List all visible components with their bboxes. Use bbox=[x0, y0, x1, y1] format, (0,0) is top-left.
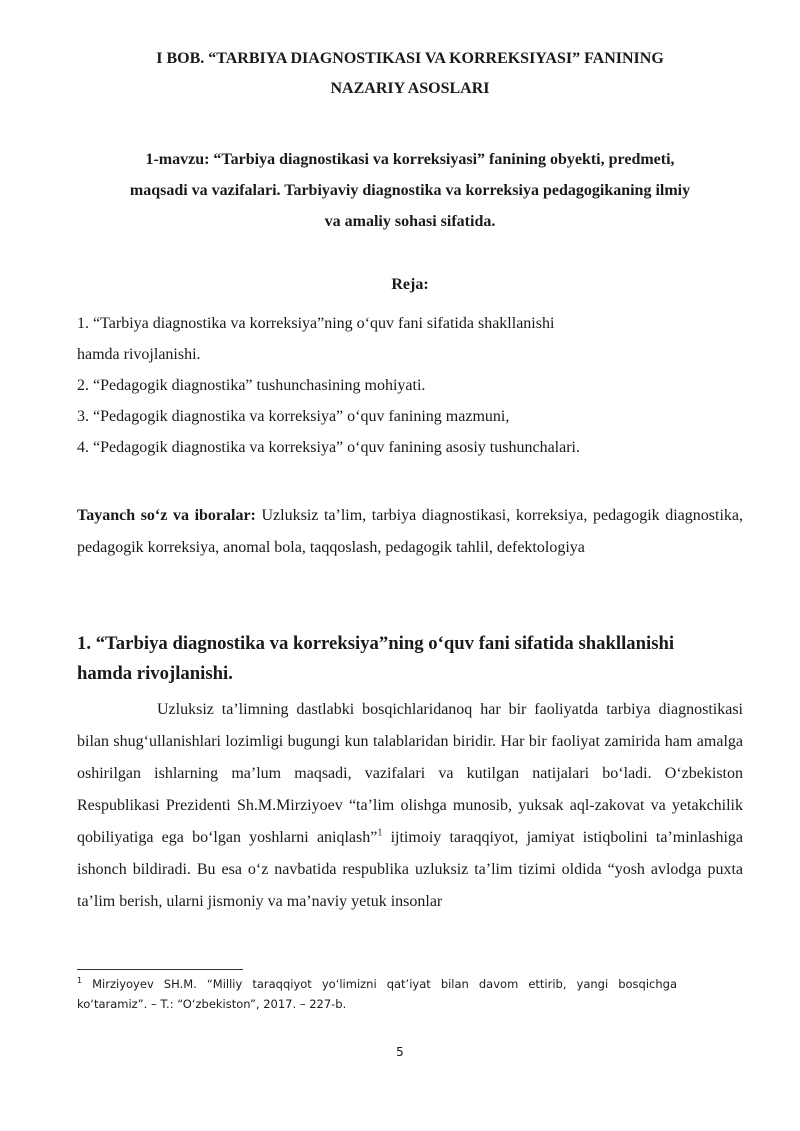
topic-title-line-2: maqsadi va vazifalari. Tarbiyaviy diagnostika va korreksiya pedagogikaning ilmiy bbox=[129, 182, 691, 199]
footnote bbox=[77, 974, 677, 1014]
plan-heading: Reja: bbox=[391, 276, 429, 293]
footnote-divider bbox=[77, 969, 243, 970]
body-paragraph bbox=[77, 694, 743, 918]
footnote-text: Mirziyoyev SH.M. “Milliy taraqqiyot yo‘limizni qat’iyat bilan davom ettirib, yangi bosqichga ko‘taramiz”. – T.: “O‘zbekiston”, 2017. – 227-b. bbox=[77, 977, 677, 1011]
plan-item-line: 4. “Pedagogik diagnostika va korreksiya” o‘quv fanining asosiy tushunchalari. bbox=[77, 439, 580, 456]
footnote-marker: 1 bbox=[77, 976, 83, 986]
plan-item bbox=[77, 370, 743, 401]
plan-item bbox=[77, 308, 743, 370]
keywords-paragraph bbox=[77, 500, 743, 564]
topic-title-line-1: 1-mavzu: “Tarbiya diagnostikasi va korreksiyasi” fanining obyekti, predmeti, bbox=[145, 151, 675, 168]
plan-item-line: 3. “Pedagogik diagnostika va korreksiya” o‘quv fanining mazmuni, bbox=[77, 408, 510, 425]
plan-item-line: hamda rivojlanishi. bbox=[77, 346, 201, 363]
plan-item bbox=[77, 401, 743, 432]
chapter-title bbox=[77, 44, 743, 104]
plan-item-line: 1. “Tarbiya diagnostika va korreksiya”ning o‘quv fani sifatida shakllanishi bbox=[77, 315, 555, 332]
section-title bbox=[77, 629, 743, 689]
page-number: 5 bbox=[396, 1045, 404, 1059]
plan-item bbox=[77, 432, 743, 463]
keywords-text: Uzluksiz ta’lim, tarbiya diagnostikasi, korreksiya, pedagogik diagnostika, pedagogik korreksiya, anomal bola, taqqoslash, pedagogik tahlil, defektologiya bbox=[77, 507, 744, 556]
body-text-part-1: Uzluksiz ta’limning dastlabki bosqichlaridanoq har bir faoliyatda tarbiya diagnostikasi bilan shug‘ullanishlari lozimligi bugungi kun talablaridan biridir. Har bir faoliyat zamirida ham amalga oshirilgan ishlarning ma’lum maqsadi, vazifalari va kutilgan natijalari bo‘ladi. O‘zbekiston Respublikasi Prezidenti Sh.M.Mirziyoev “ta’lim olishga munosib, yuksak aql-zakovat va yetakchilik qobiliyatiga ega bo‘lgan yoshlarni aniqlash” bbox=[77, 701, 743, 846]
chapter-title-line-1: I BOB. “TARBIYA DIAGNOSTIKASI VA KORREKSIYASI” FANINING bbox=[156, 50, 664, 67]
section-title-line-2: hamda rivojlanishi. bbox=[77, 663, 233, 684]
keywords-label: Tayanch so‘z va iboralar: bbox=[77, 507, 256, 524]
plan-list bbox=[77, 308, 743, 463]
plan-item-line: 2. “Pedagogik diagnostika” tushunchasining mohiyati. bbox=[77, 377, 426, 394]
body-text-part-2: ijtimoiy taraqqiyot, jamiyat istiqbolini ta’minlashiga ishonch bildiradi. Bu esa o‘z navbatida respublika uzluksiz ta’lim tizimi oldida “yosh avlodga puxta ta’lim berish, ularni jismoniy va ma’naviy yetuk insonlar bbox=[77, 829, 743, 910]
footnote-reference[interactable]: 1 bbox=[377, 827, 383, 839]
topic-title bbox=[77, 144, 743, 237]
topic-title-line-3: va amaliy sohasi sifatida. bbox=[324, 213, 496, 230]
chapter-title-line-2: NAZARIY ASOSLARI bbox=[330, 80, 490, 97]
page-content bbox=[77, 44, 744, 910]
section-title-line-1: 1. “Tarbiya diagnostika va korreksiya”ning o‘quv fani sifatida shakllanishi bbox=[77, 633, 675, 654]
